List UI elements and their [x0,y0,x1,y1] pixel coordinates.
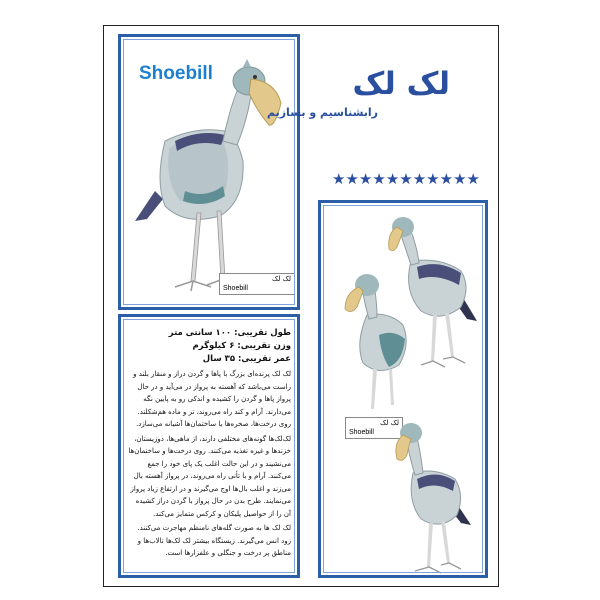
product-sheet [103,25,499,587]
gallery-panel [318,200,488,578]
star-divider [332,172,480,187]
star-icon: ★ [332,170,346,188]
stat-weight: وزن تقریبی: ۶ کیلوگرم [192,341,291,351]
shoebill-model-large [125,41,295,305]
star-icon: ★ [385,170,400,188]
star-icon: ★ [466,170,480,188]
description-text [127,327,291,560]
shoebill-model-back [391,415,485,575]
gallery-label-en: Shoebill [349,429,374,436]
gallery-label-fa: لک لک [379,419,399,427]
description-panel [118,314,300,578]
star-icon: ★ [345,170,359,188]
label-fa: لک لک [271,275,291,283]
english-title: Shoebill [139,63,213,84]
star-icon: ★ [358,170,373,188]
star-icon: ★ [412,170,427,188]
star-icon: ★ [453,170,467,188]
label-en: Shoebill [223,285,248,292]
paragraph-3: لک لک ها به صورت گله‌های نامنظم مهاجرت می‌کنند. زود انس می‌گیرند. زیستگاه بیشتر لک لک‌ها تالاب‌ها و مناطق پر درخت و جنگلی و علفزارها است. [137,524,291,557]
star-icon: ★ [426,170,440,188]
persian-subtitle: رابشناسیم و بسازیم [266,106,378,119]
persian-title: لک لک [352,66,450,102]
star-icon: ★ [439,170,454,188]
stat-lifespan: عمر تقریبی: ۳۵ سال [202,354,291,364]
paragraph-1: لک لک پرنده‌ای بزرگ با پاها و گردن دراز و منقار بلند و راست می‌باشد که آهسته به پرواز در می‌آید و در حال پرواز پاها و گردن را کشیده و اندکی رو به پایین نگه می‌دارند. آرام و کند راه می‌روند، تر و ماده هم‌شکلند. روی درخت‌ها، صخره‌ها یا ساختمان‌ها آشیانه می‌سازد. [133,370,291,428]
shoebill-model-front [327,265,427,415]
star-icon: ★ [372,170,386,188]
main-image-panel [118,34,300,310]
paragraph-2: لک‌لک‌ها گونه‌های مختلفی دارند، از ماهی‌ها، دوزیستان، خزندها و غیره تغذیه می‌کنند. روی درخت‌ها و ساختمان‌ها می‌نشیند و در این حالت اغلب یک پای خود را جمع می‌کنند. آرام و با تأنی راه می‌روند، در پرواز آهسته بال می‌زند و اغلب بال‌ها اوج می‌گیرند و در ارتفاع زیاد پرواز می‌نمایند. طرح بدن در حال پرواز با گردن دراز کشیده آن را از حواصیل پلیکان و کرکس متمایز می‌کند. [128,434,291,518]
product-label [219,273,295,295]
stat-length: طول تقریبی: ۱۰۰ سانتی متر [168,328,291,338]
star-icon: ★ [399,170,413,188]
